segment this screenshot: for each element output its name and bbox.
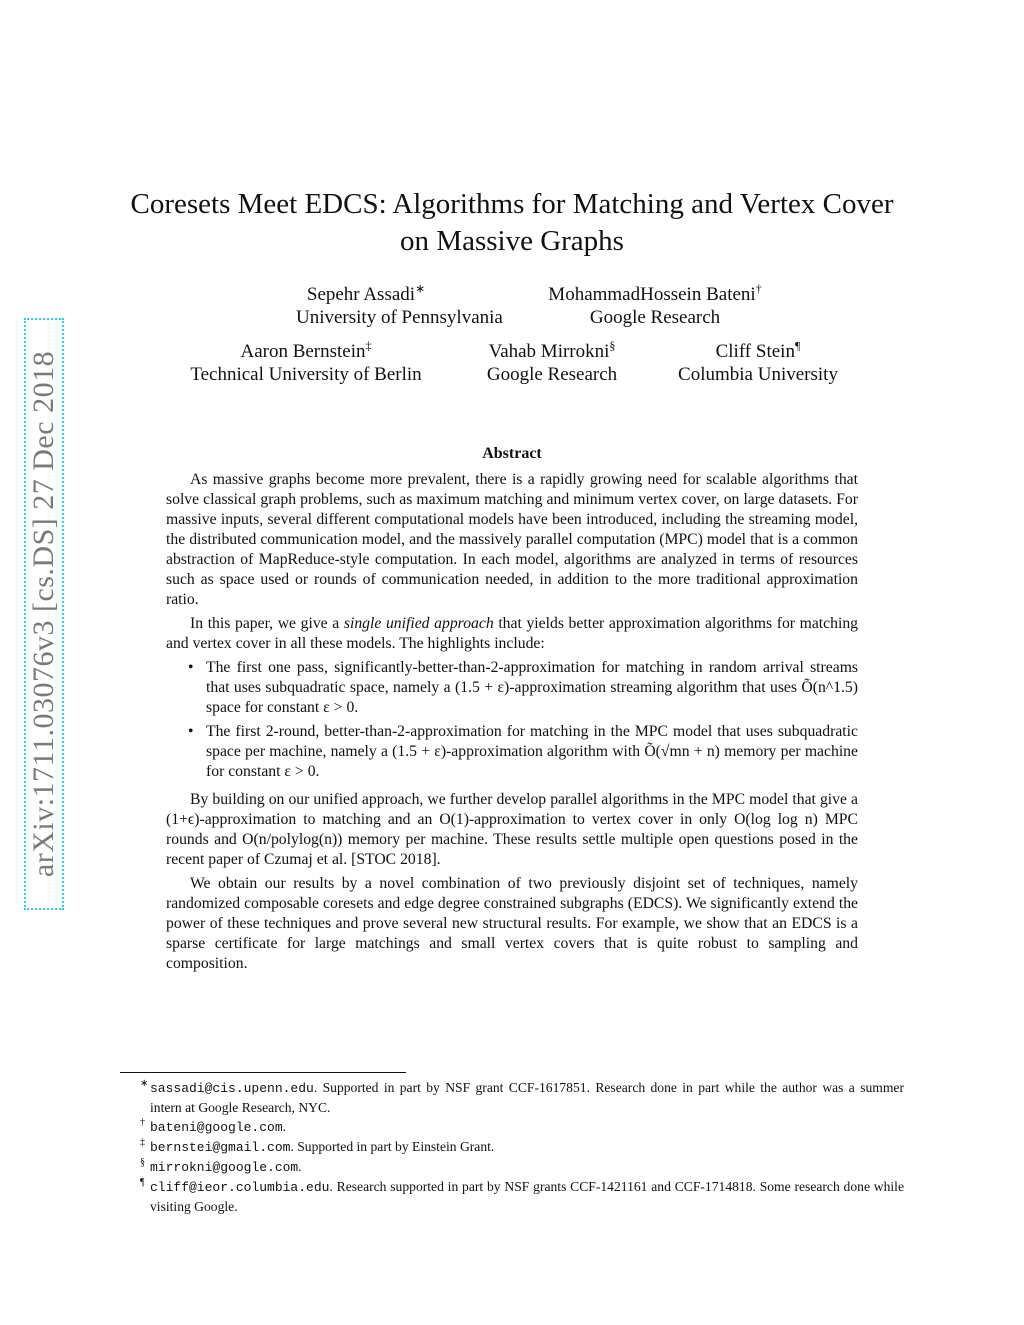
author-name: Sepehr Assadi: [306, 284, 416, 305]
author-affiliation: Google Research: [486, 364, 618, 385]
footnote: § mirrokni@google.com.: [140, 1157, 904, 1177]
footnote-mark: ¶: [140, 1177, 145, 1188]
footnotes: [140, 1078, 904, 1216]
abstract-paragraph: As massive graphs become more prevalent, there is a rapidly growing need for scalable algorithms that solve classical graph problems, such as maximum matching and minimum vertex cover, on large datasets. For massive inputs, several different computational models have been introduced, including the streaming model, the distributed communication model, and the massively parallel computation (MPC) model that is a common abstraction of MapReduce-style computation. In each model, algorithms are analyzed in terms of resources such as space used or rounds of communication needed, in addition to the more traditional approximation ratio.: [166, 471, 858, 608]
bullet-icon: •: [188, 659, 194, 676]
author-name: Aaron Bernstein: [240, 341, 366, 362]
author-block: [296, 281, 503, 329]
abstract-heading: Abstract: [482, 445, 542, 462]
abstract-body: [166, 470, 858, 978]
author-mark: ¶: [794, 338, 801, 353]
footnote-rule: [120, 1072, 406, 1073]
author-block: [472, 340, 632, 386]
author-affiliation: Columbia University: [678, 364, 838, 385]
email-link[interactable]: mirrokni@google.com: [150, 1160, 299, 1175]
highlights-list: [166, 658, 858, 782]
footnote: ¶ cliff@ieor.columbia.edu. Research supported in part by NSF grants CCF-1421161 and CCF-1714818. Some research done while visiting Google.: [140, 1177, 904, 1216]
author-mark: ‡: [365, 338, 372, 353]
title-line-1: Coresets Meet EDCS: Algorithms for Matching and Vertex Cover: [130, 188, 894, 220]
footnote-mark: ‡: [140, 1137, 145, 1148]
emphasis: single unified approach: [343, 615, 494, 632]
email-link[interactable]: bernstei@gmail.com: [150, 1140, 291, 1155]
author-name: Vahab Mirrokni: [488, 341, 610, 362]
footnote: † bateni@google.com.: [140, 1117, 904, 1137]
list-item: • The first one pass, significantly-better-than-2-approximation for matching in random arrival streams that uses subquadratic space, namely a (1.5 + ε)-approximation streaming algorithm that uses Õ(n^1.5) space for constant ε > 0.: [188, 659, 858, 716]
author-block: [166, 340, 446, 386]
footnote-mark: ∗: [140, 1078, 149, 1089]
footnote-mark: †: [140, 1117, 145, 1128]
author-affiliation: Google Research: [589, 307, 721, 328]
footnote: ‡ bernstei@gmail.com. Supported in part by Einstein Grant.: [140, 1137, 904, 1157]
email-link[interactable]: sassadi@cis.upenn.edu: [150, 1081, 314, 1096]
list-item: • The first 2-round, better-than-2-approximation for matching in the MPC model that uses subquadratic space per machine, namely a (1.5 + ε)-approximation algorithm with Õ(√mn + n) memory per machine for constant ε > 0.: [188, 723, 858, 780]
author-name: Cliff Stein: [715, 341, 795, 362]
author-name: MohammadHossein Bateni: [548, 284, 756, 305]
arxiv-stamp: [24, 318, 64, 910]
author-affiliation: Technical University of Berlin: [190, 364, 422, 385]
abstract-paragraph: We obtain our results by a novel combination of two previously disjoint set of techniques, namely randomized composable coresets and edge degree constrained subgraphs (EDCS). We significantly extend the power of these techniques and prove several new structural results. For example, we show that an EDCS is a sparse certificate for large matchings and small vertex covers that is quite robust to sampling and composition.: [166, 875, 858, 972]
email-link[interactable]: bateni@google.com: [150, 1120, 283, 1135]
bullet-icon: •: [188, 723, 194, 740]
author-mark: §: [609, 338, 616, 353]
arxiv-identifier: arXiv:1711.03076v3 [cs.DS] 27 Dec 2018: [27, 350, 60, 878]
author-block: [660, 340, 856, 386]
abstract-paragraph: By building on our unified approach, we further develop parallel algorithms in the MPC model that give a (1+ϵ)-approximation to matching and an O(1)-approximation to vertex cover in only O(log log n) MPC rounds and O(n/polylog(n)) memory per machine. These results settle multiple open questions posed in the recent paper of Czumaj et al. [STOC 2018].: [166, 791, 858, 868]
footnote-mark: §: [140, 1157, 145, 1168]
paper-title: [100, 186, 924, 260]
title-line-2: on Massive Graphs: [400, 225, 624, 257]
author-mark: †: [755, 281, 762, 296]
abstract-paragraph: In this paper, we give a single unified approach that yields better approximation algorithms for matching and vertex cover in all these models. The highlights include:: [166, 615, 859, 652]
author-affiliation: University of Pennsylvania: [296, 307, 503, 328]
author-block: [530, 283, 780, 329]
author-mark: ∗: [415, 281, 426, 296]
footnote: ∗ sassadi@cis.upenn.edu. Supported in part by NSF grant CCF-1617851. Research done in part while the author was a summer intern at Google Research, NYC.: [140, 1078, 904, 1117]
email-link[interactable]: cliff@ieor.columbia.edu: [150, 1180, 330, 1195]
